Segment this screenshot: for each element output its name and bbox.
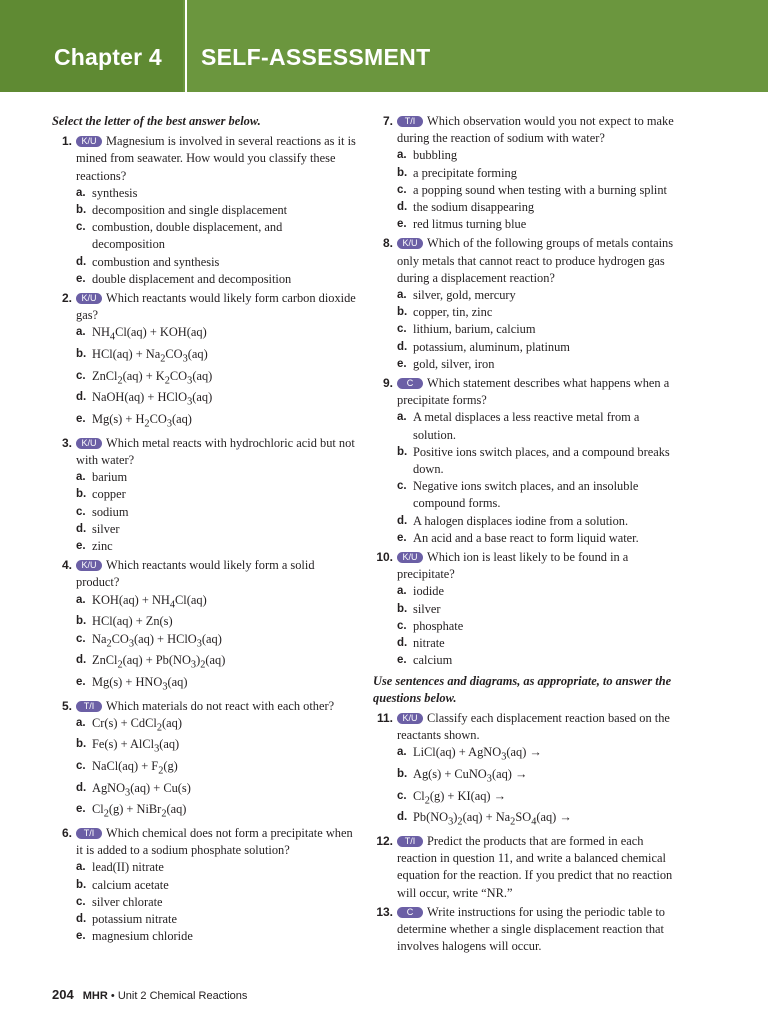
skill-badge: K/U	[397, 238, 423, 249]
question-number: 10.	[376, 550, 393, 565]
question-stem	[76, 290, 358, 324]
question-stem	[76, 698, 358, 715]
question-item	[52, 290, 358, 433]
option-letter: a.	[76, 186, 86, 199]
skill-badge: K/U	[76, 560, 102, 571]
option-text: $Pb(NO_3)_2(aq) + Na_2SO_4(aq)$ →	[413, 810, 572, 828]
option-letter: a.	[76, 326, 86, 339]
option-letter: e.	[397, 218, 407, 231]
answer-option	[397, 409, 681, 443]
question-item	[373, 113, 681, 233]
page-number: 204	[52, 987, 74, 1002]
answer-option	[397, 304, 681, 321]
option-letter: d.	[76, 522, 87, 535]
answer-option	[76, 486, 358, 503]
answer-option	[76, 928, 358, 945]
option-text: iodide	[413, 584, 444, 599]
option-text: the sodium disappearing	[413, 200, 535, 215]
question-stem	[397, 549, 681, 583]
option-text: HCl(aq) + Zn(s)	[92, 614, 173, 629]
option-text: calcium	[413, 653, 453, 668]
option-text: sodium	[92, 504, 129, 519]
answer-option	[76, 592, 358, 614]
option-letter: e.	[76, 540, 86, 553]
option-text: $HCl(aq) + Na_2CO_3(aq)$	[92, 347, 208, 365]
page-footer	[52, 987, 247, 1002]
answer-option	[76, 859, 358, 876]
option-letter: b.	[76, 488, 87, 501]
option-text: barium	[92, 470, 128, 485]
header-divider	[185, 0, 187, 92]
answer-option	[76, 324, 358, 346]
question-stem	[76, 133, 358, 185]
option-letter: b.	[397, 166, 408, 179]
question-stem	[397, 710, 681, 744]
chapter-label: Chapter 4	[54, 44, 162, 70]
option-letter: a.	[76, 471, 86, 484]
option-text: $KOH(aq) + NH_4Cl(aq)$	[92, 592, 207, 611]
answer-option	[397, 165, 681, 182]
answer-option	[397, 216, 681, 233]
skill-badge: C	[397, 907, 423, 918]
question-number: 11.	[376, 710, 393, 725]
option-letter: b.	[397, 767, 408, 780]
question-number: 9.	[382, 376, 393, 391]
option-text: phosphate	[413, 618, 464, 633]
answer-option	[397, 478, 681, 512]
option-text: double displacement and decomposition	[92, 271, 292, 286]
question-stem	[76, 435, 358, 469]
option-text: magnesium chloride	[92, 929, 193, 944]
answer-option	[76, 715, 358, 737]
answer-option	[397, 339, 681, 356]
question-stem	[397, 375, 681, 409]
option-letter: a.	[397, 585, 407, 598]
answer-option	[76, 801, 358, 823]
instructions-select: Select the letter of the best answer below.	[52, 114, 261, 128]
option-text: AgNO$_3$(aq) + Cu(s)	[92, 780, 191, 799]
answer-option	[397, 744, 681, 766]
question-item	[52, 557, 358, 695]
option-text: combustion and synthesis	[92, 254, 220, 269]
question-number: 6.	[61, 826, 72, 841]
option-text: $Na_2CO_3(aq)$ + HClO$_3$(aq)	[92, 631, 222, 649]
option-text: a precipitate forming	[413, 165, 517, 180]
option-letter: a.	[76, 593, 86, 606]
option-letter: d.	[397, 201, 408, 214]
answer-option	[76, 758, 358, 780]
option-letter: e.	[397, 531, 407, 544]
option-letter: e.	[397, 654, 407, 667]
question-number: 5.	[61, 698, 72, 713]
option-letter: d.	[76, 391, 87, 404]
option-letter: c.	[76, 760, 86, 773]
question-item	[373, 235, 681, 373]
question-text: Which statement describes what happens when a precipitate forms?	[397, 376, 670, 408]
written-question-list	[373, 710, 681, 956]
option-letter: b.	[397, 602, 408, 615]
answer-option	[76, 346, 358, 368]
answer-option	[76, 185, 358, 202]
question-number: 12.	[376, 834, 393, 848]
option-letter: b.	[76, 878, 87, 891]
option-text: potassium, aluminum, platinum	[413, 339, 570, 354]
option-text: silver, gold, mercury	[413, 288, 516, 303]
right-column	[373, 113, 681, 957]
question-text: Which reactants would likely form carbon dioxide gas?	[76, 291, 356, 323]
option-text: combustion, double displacement, and decomposition	[92, 220, 283, 252]
answer-option	[76, 894, 358, 911]
option-letter: c.	[397, 323, 407, 336]
option-text: NaOH(aq) + HClO$_3$(aq)	[92, 390, 213, 408]
question-text: Predict the products that are formed in each reaction in question 11, and write a balanced chemical equation for the reaction. If you predict that no reaction will occur, write “NR.”	[397, 834, 673, 900]
question-number: 2.	[61, 291, 72, 306]
question-item	[373, 833, 681, 902]
question-number: 4.	[61, 558, 72, 573]
option-text: ZnCl$_2$(aq) + $Pb(NO_3)_2(aq)$	[92, 653, 226, 671]
option-letter: c.	[76, 632, 86, 645]
question-stem	[397, 235, 681, 287]
skill-badge: C	[397, 378, 423, 389]
question-text: Which ion is least likely to be found in a precipitate?	[397, 550, 629, 582]
left-question-list	[52, 133, 358, 945]
option-text: copper, tin, zinc	[413, 305, 493, 320]
answer-option	[397, 444, 681, 478]
answer-option	[76, 219, 358, 253]
option-letter: d.	[76, 913, 87, 926]
option-text: synthesis	[92, 185, 138, 200]
footer-separator: •	[110, 990, 115, 1002]
option-letter: c.	[397, 619, 407, 632]
option-text: bubbling	[413, 148, 458, 163]
question-item	[373, 904, 681, 956]
answer-option	[76, 780, 358, 802]
option-text: $Cl_2(g) + KI(aq)$ →	[413, 788, 507, 807]
chapter-header	[0, 0, 768, 92]
instructions-written: Use sentences and diagrams, as appropriate, to answer the questions below.	[373, 673, 672, 705]
question-item	[52, 133, 358, 288]
question-text: Which reactants would likely form a solid product?	[76, 558, 315, 590]
skill-badge: T/I	[397, 116, 423, 127]
option-text: A halogen displaces iodine from a solution.	[413, 513, 629, 528]
option-text: copper	[92, 487, 126, 502]
answer-option	[76, 613, 358, 630]
skill-badge: T/I	[397, 836, 423, 847]
left-column	[52, 113, 358, 948]
option-letter: d.	[76, 654, 87, 667]
option-letter: d.	[397, 340, 408, 353]
answer-option	[397, 530, 681, 547]
option-letter: e.	[76, 675, 86, 688]
question-stem	[76, 557, 358, 591]
answer-option	[76, 538, 358, 555]
option-text: lithium, barium, calcium	[413, 322, 536, 337]
answer-option	[76, 652, 358, 674]
answer-option	[397, 321, 681, 338]
option-text: Positive ions switch places, and a compound breaks down.	[413, 444, 670, 477]
question-text: Classify each displacement reaction based on the reactants shown.	[397, 710, 670, 743]
option-text: Fe(s) + AlCl$_3$(aq)	[92, 737, 180, 755]
question-item	[373, 375, 681, 547]
option-letter: d.	[397, 514, 408, 527]
skill-badge: K/U	[76, 293, 102, 304]
option-letter: e.	[76, 272, 86, 285]
option-letter: e.	[397, 357, 407, 370]
option-letter: a.	[397, 746, 407, 759]
question-number: 7.	[382, 114, 393, 128]
question-text: Which chemical does not form a precipitate when it is added to a sodium phosphate solution?	[76, 826, 353, 858]
option-text: zinc	[92, 539, 113, 554]
option-text: a popping sound when testing with a burning splint	[413, 182, 667, 197]
question-text: Which materials do not react with each other?	[106, 698, 335, 713]
option-text: $Mg(s) + HNO_3(aq)$	[92, 674, 188, 693]
option-text: NaCl(aq) + $F_2(g)$	[92, 759, 178, 777]
question-text: Write instructions for using the periodic table to determine whether a single displacement reaction that involves halogens will occur.	[397, 904, 665, 954]
question-text: Which metal reacts with hydrochloric acid but not with water?	[76, 435, 355, 467]
option-letter: c.	[397, 789, 407, 802]
option-letter: c.	[397, 480, 407, 493]
answer-option	[397, 513, 681, 530]
answer-option	[76, 271, 358, 288]
question-stem	[397, 113, 681, 147]
answer-option	[76, 411, 358, 433]
answer-option	[397, 182, 681, 199]
answer-option	[397, 766, 681, 788]
answer-option	[76, 877, 358, 894]
answer-option	[397, 635, 681, 652]
answer-option	[76, 674, 358, 696]
option-letter: b.	[397, 445, 408, 458]
option-text: silver chlorate	[92, 894, 163, 909]
option-text: Negative ions switch places, and an insoluble compound forms.	[413, 479, 639, 511]
option-letter: d.	[397, 637, 408, 650]
option-text: red litmus turning blue	[413, 217, 527, 232]
option-letter: a.	[397, 149, 407, 162]
answer-option	[397, 199, 681, 216]
answer-option	[76, 911, 358, 928]
answer-option	[397, 601, 681, 618]
question-stem	[397, 833, 681, 902]
answer-option	[76, 202, 358, 219]
question-item	[373, 549, 681, 669]
option-letter: b.	[76, 738, 87, 751]
answer-option	[397, 356, 681, 373]
option-text: Cr(s) + CdCl$_2$(aq)	[92, 715, 182, 734]
option-text: lead(II) nitrate	[92, 860, 164, 875]
option-letter: e.	[76, 803, 86, 816]
answer-option	[397, 583, 681, 600]
answer-option	[76, 736, 358, 758]
answer-option	[76, 254, 358, 271]
option-text: ZnCl$_2$(aq) + $K_2CO_3(aq)$	[92, 368, 213, 387]
question-number: 8.	[382, 236, 393, 251]
option-text: gold, silver, iron	[413, 356, 495, 371]
option-letter: b.	[397, 306, 408, 319]
question-item	[52, 698, 358, 824]
question-item	[52, 825, 358, 945]
option-text: nitrate	[413, 636, 445, 651]
option-letter: c.	[76, 505, 86, 518]
question-text: Which observation would you not expect to make during the reaction of sodium with water?	[397, 114, 674, 146]
option-text: LiCl(aq) + AgNO$_3$(aq) →	[413, 745, 542, 763]
option-text: silver	[413, 601, 441, 616]
answer-option	[397, 147, 681, 164]
question-number: 3.	[61, 435, 72, 450]
option-letter: d.	[76, 781, 87, 794]
question-item	[373, 710, 681, 831]
option-letter: b.	[76, 615, 87, 628]
option-text: Ag(s) + CuNO$_3$(aq) →	[413, 766, 528, 785]
option-letter: a.	[397, 411, 407, 424]
question-number: 1.	[61, 134, 72, 149]
question-text: Which of the following groups of metals contains only metals that cannot react to produce hydrogen gas during a displacement reaction?	[397, 236, 674, 285]
option-letter: c.	[76, 221, 86, 234]
option-letter: a.	[76, 716, 86, 729]
option-text: A metal displaces a less reactive metal from a solution.	[413, 410, 640, 442]
option-letter: e.	[76, 930, 86, 943]
answer-option	[397, 809, 681, 831]
publisher: MHR	[82, 990, 108, 1002]
option-letter: c.	[76, 369, 86, 382]
option-letter: d.	[397, 811, 408, 824]
option-text: calcium acetate	[92, 877, 169, 892]
question-item	[52, 435, 358, 555]
page-title: SELF-ASSESSMENT	[201, 44, 431, 70]
skill-badge: T/I	[76, 701, 102, 712]
option-text: decomposition and single displacement	[92, 203, 288, 218]
option-text: An acid and a base react to form liquid water.	[413, 530, 639, 545]
answer-option	[76, 504, 358, 521]
option-text: silver	[92, 521, 120, 536]
answer-option	[76, 521, 358, 538]
question-stem	[397, 904, 681, 956]
option-letter: c.	[397, 183, 407, 196]
option-text: $NH_4Cl(aq) + KOH(aq)$	[92, 325, 207, 343]
option-text: potassium nitrate	[92, 912, 177, 927]
answer-option	[397, 618, 681, 635]
option-letter: b.	[76, 204, 87, 217]
right-question-list	[373, 113, 681, 670]
option-text: $Mg(s) + H_2CO_3(aq)$	[92, 412, 192, 430]
skill-badge: K/U	[397, 552, 423, 563]
question-text: Magnesium is involved in several reactions as it is mined from seawater. How would you classify these reactions?	[76, 134, 356, 183]
skill-badge: K/U	[76, 438, 102, 449]
skill-badge: K/U	[397, 713, 423, 724]
answer-option	[397, 652, 681, 669]
option-text: $Cl_2(g)$ + NiBr$_2$(aq)	[92, 802, 187, 820]
answer-option	[76, 469, 358, 486]
question-stem	[76, 825, 358, 859]
answer-option	[76, 389, 358, 411]
answer-option	[397, 788, 681, 810]
option-letter: a.	[397, 289, 407, 302]
option-letter: b.	[76, 348, 87, 361]
option-letter: e.	[76, 413, 86, 426]
option-letter: a.	[76, 861, 86, 874]
option-letter: c.	[76, 895, 86, 908]
answer-option	[76, 631, 358, 653]
question-number: 13.	[376, 904, 393, 919]
skill-badge: K/U	[76, 136, 102, 147]
skill-badge: T/I	[76, 828, 102, 839]
answer-option	[397, 287, 681, 304]
answer-option	[76, 368, 358, 390]
option-letter: d.	[76, 255, 87, 268]
unit-label: Unit 2 Chemical Reactions	[117, 990, 248, 1002]
